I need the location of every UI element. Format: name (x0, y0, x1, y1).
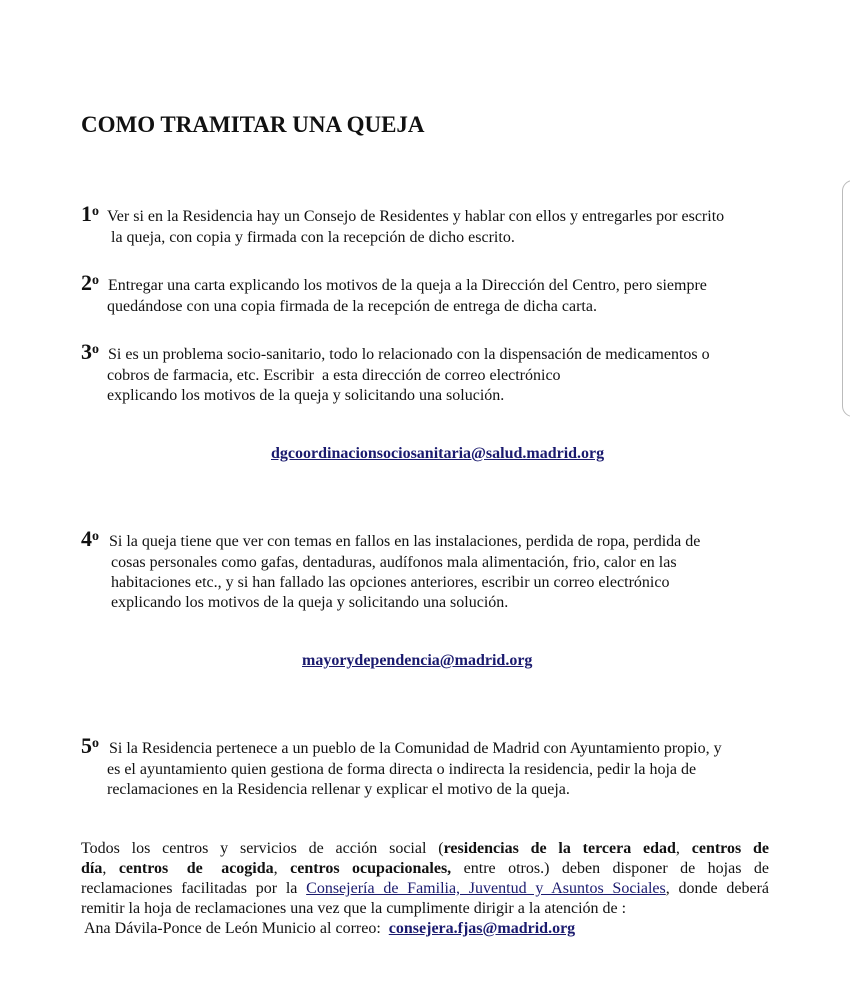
page-title: COMO TRAMITAR UNA QUEJA (81, 112, 425, 137)
step-4-line: explicando los motivos de la queja y solicitando una solución. (111, 594, 509, 611)
email-link-sociosanitaria[interactable]: dgcoordinacionsociosanitaria@salud.madrid.org (271, 445, 605, 462)
step-3-line: explicando los motivos de la queja y solicitando una solución. (107, 387, 505, 404)
footer-paragraph (81, 839, 769, 919)
step-1-line: Ver si en la Residencia hay un Consejo de Residentes y hablar con ellos y entregarles por escrito (107, 208, 725, 225)
step-5-line: es el ayuntamiento quien gestiona de forma directa o indirecta la residencia, pedir la hoja de (107, 761, 697, 778)
step-1-number: 1$^o$ (81, 201, 99, 226)
email-link-consejera[interactable]: consejera.fjas@madrid.org (388, 920, 576, 937)
step-3-line: cobros de farmacia, etc. Escribir a esta dirección de correo electrónico (107, 367, 561, 384)
step-3-number: 3$^o$ (81, 339, 99, 364)
footer-line: reclamaciones facilitadas por la Consejería de Familia, Juventud y Asuntos Sociales, donde deberá (81, 880, 769, 897)
step-2-line: Entregar una carta explicando los motivos de la queja a la Dirección del Centro, pero siempre (108, 277, 707, 294)
step-4-line: Si la queja tiene que ver con temas en fallos en las instalaciones, perdida de ropa, perdida de (109, 533, 701, 550)
consejeria-link[interactable]: Consejería de Familia, Juventud y Asuntos Sociales (306, 880, 666, 897)
step-3-line: Si es un problema socio-sanitario, todo lo relacionado con la dispensación de medicamentos o (108, 346, 710, 363)
step-2-number: 2$^o$ (81, 270, 99, 295)
step-4-line: habitaciones etc., y si han fallado las opciones anteriores, escribir un correo electrónico (111, 574, 670, 591)
step-2-line: quedándose con una copia firmada de la recepción de entrega de dicha carta. (107, 298, 597, 315)
email-link-mayorydependencia[interactable]: mayorydependencia@madrid.org (302, 652, 533, 669)
step-4-line: cosas personales como gafas, dentaduras, audífonos mala alimentación, frio, calor en las (111, 554, 677, 571)
footer-line: Todos los centros y servicios de acción social (residencias de la tercera edad, centros de (81, 840, 770, 857)
step-5-line: reclamaciones en la Residencia rellenar y explicar el motivo de la queja. (107, 781, 570, 798)
step-5-line: Si la Residencia pertenece a un pueblo de la Comunidad de Madrid con Ayuntamiento propio, y (109, 740, 722, 757)
footer-line: día, centros de acogida, centros ocupacionales, entre otros.) deben disponer de hojas de (81, 860, 770, 877)
step-1-line: la queja, con copia y firmada con la recepción de dicho escrito. (111, 229, 515, 246)
footer-line: remitir la hoja de reclamaciones una vez que la cumplimente dirigir a la atención de : (81, 900, 627, 917)
footer-contact: Ana Dávila-Ponce de León Municio al correo: consejera.fjas@madrid.org (84, 920, 576, 937)
step-4-number: 4$^o$ (81, 526, 99, 551)
side-panel-handle[interactable] (842, 180, 850, 417)
step-5-number: 5$^o$ (81, 733, 99, 758)
